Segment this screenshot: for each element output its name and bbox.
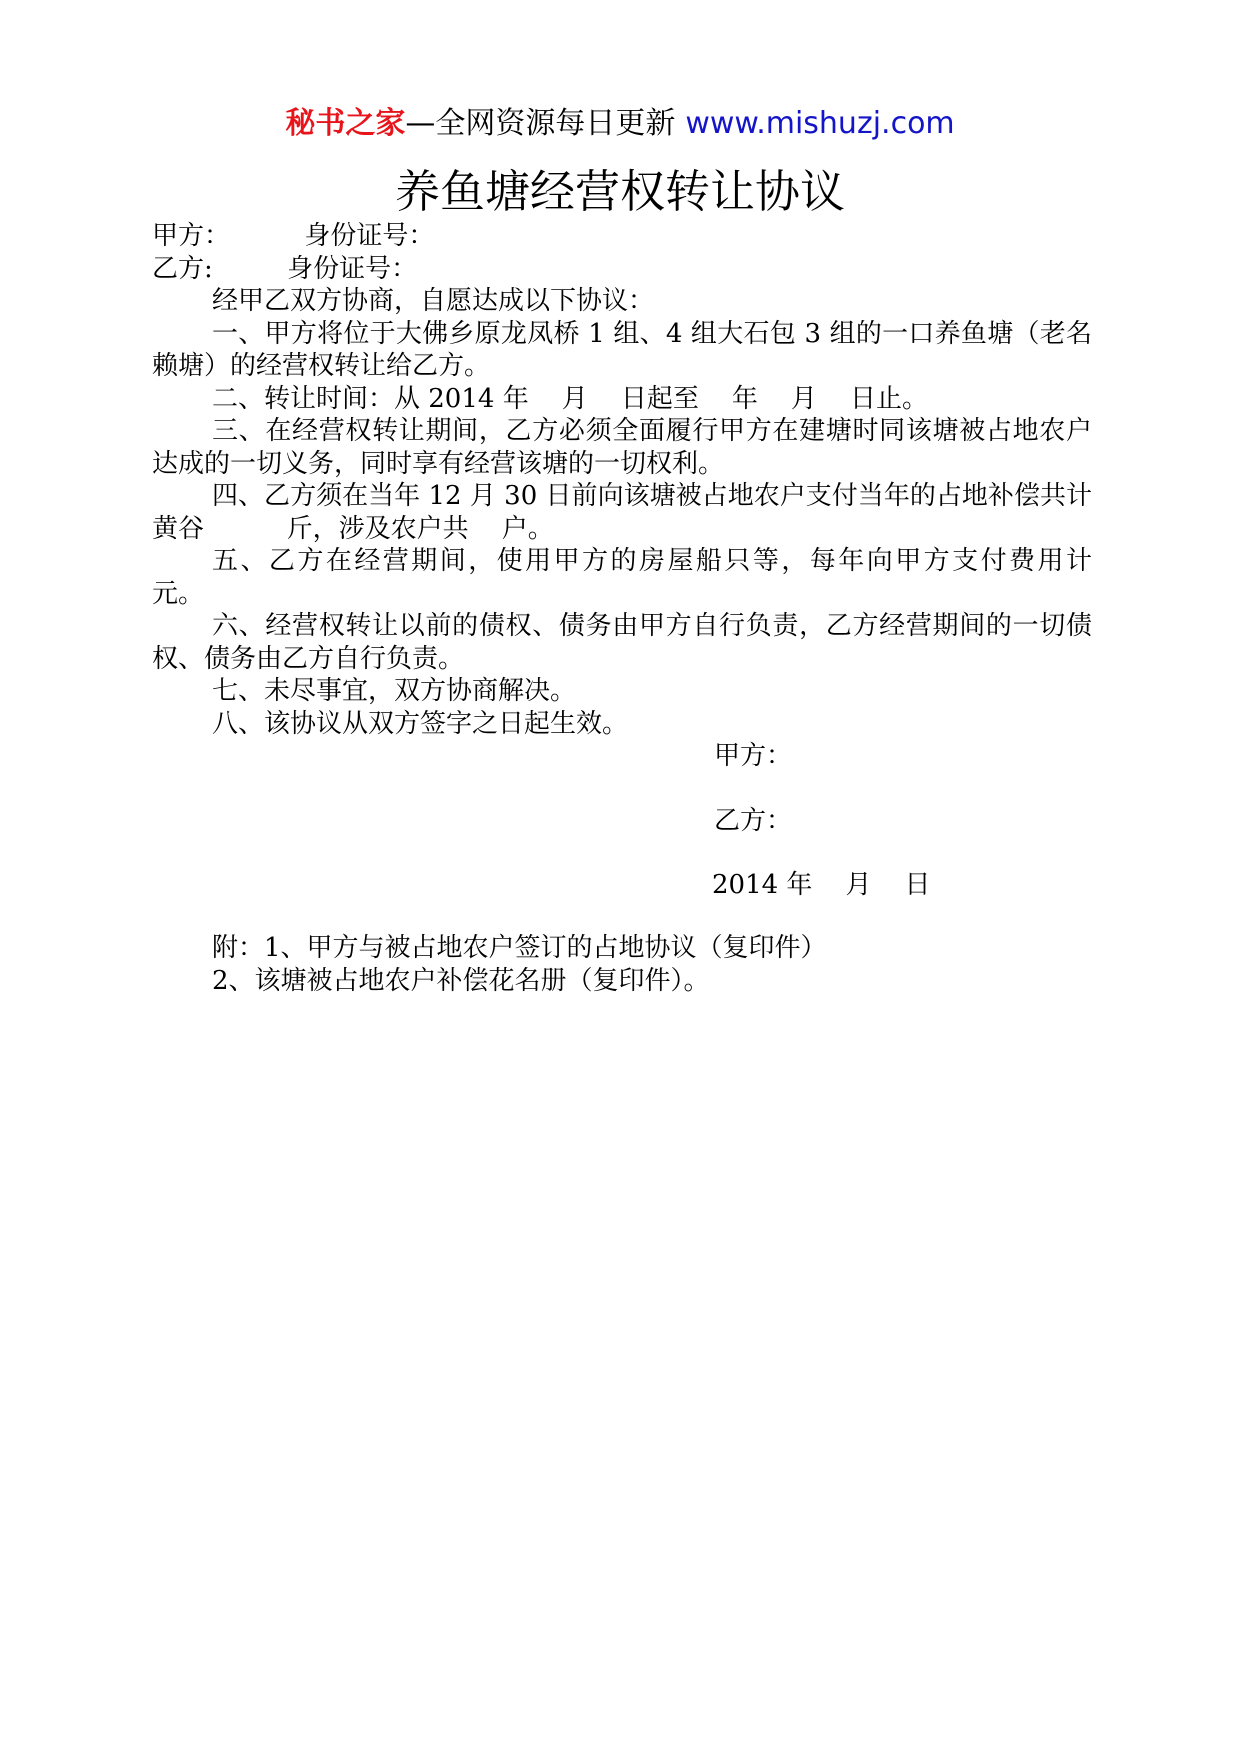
clause-6: 六、经营权转让以前的债权、债务由甲方自行负责，乙方经营期间的一切债权、债务由乙方自行负责。: [152, 611, 1092, 674]
agreement-body: [152, 220, 1175, 740]
signature-party-a: 甲方：: [714, 741, 793, 771]
site-banner: [0, 102, 1240, 146]
clause-7: 七、未尽事宜，双方协商解决。: [212, 676, 577, 706]
banner-tagline: —全网资源每日更新: [405, 106, 676, 141]
attachment-1: 附：1、甲方与被占地农户签订的占地协议（复印件）: [212, 933, 827, 963]
clause-1: 一、甲方将位于大佛乡原龙凤桥 1 组、4 组大石包 3 组的一口养鱼塘（老名赖塘）的经营权转让给乙方。: [152, 318, 1092, 381]
brand-name: 秘书之家: [285, 106, 406, 141]
site-url-link[interactable]: www.mishuzj.com: [685, 106, 955, 141]
clause-2: 二、转让时间：从 2014 年 月 日起至 年 月 日止。: [212, 383, 928, 414]
intro-paragraph: 经甲乙双方协商，自愿达成以下协议：: [212, 286, 655, 316]
signature-date: 2014 年 月 日: [712, 870, 931, 900]
attachments-block: [212, 932, 827, 997]
clause-5: 五、乙方在经营期间，使用甲方的房屋船只等，每年向甲方支付费用计 元。: [152, 546, 1175, 609]
clause-4: 四、乙方须在当年 12 月 30 日前向该塘被占地农户支付当年的占地补偿共计黄谷 斤，涉及农户共 户。: [152, 481, 1092, 544]
clause-8: 八、该协议从双方签字之日起生效。: [212, 708, 629, 739]
party-a-line: 甲方： 身份证号：: [152, 221, 435, 251]
attachment-2: 2、该塘被占地农户补偿花名册（复印件）。: [212, 965, 710, 996]
clause-3: 三、在经营权转让期间，乙方必须全面履行甲方在建塘时同该塘被占地农户达成的一切义务，同时享有经营该塘的一切权利。: [152, 416, 1092, 479]
signature-party-b: 乙方：: [714, 805, 793, 836]
signature-block: [714, 740, 931, 934]
document-title: 养鱼塘经营权转让协议: [394, 165, 845, 218]
party-b-line: 乙方: 身份证号：: [152, 253, 418, 284]
